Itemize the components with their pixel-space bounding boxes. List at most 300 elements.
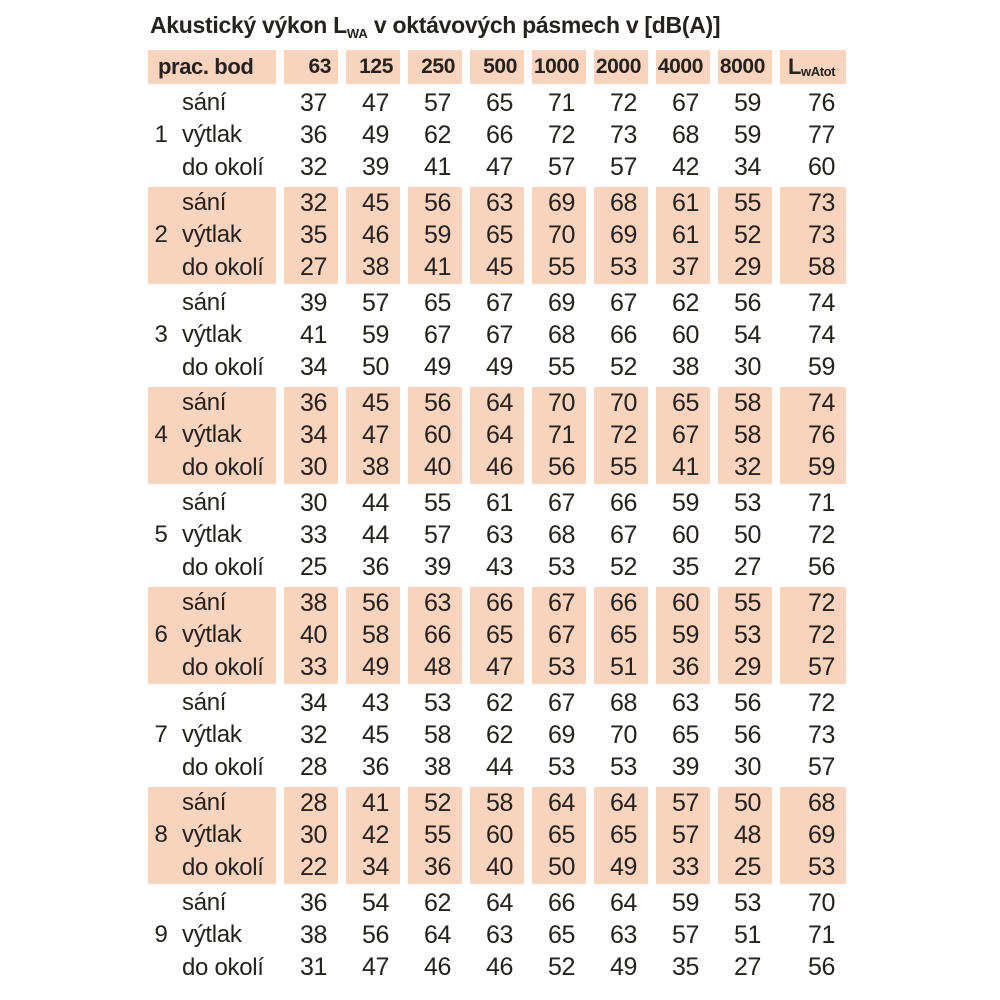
value-cell-8-8000hz: 48	[718, 819, 772, 851]
value-cell-9-250hz: 46	[423, 953, 451, 982]
value-cell-1-500hz: 66	[485, 120, 513, 149]
row-label: výtlak	[182, 221, 242, 249]
value-cell-4-63hz: 36	[284, 387, 338, 419]
value-cell-3-63hz: 41	[299, 320, 327, 349]
row-label: do okolí	[182, 853, 264, 881]
value-cell-1-63hz: 32	[299, 153, 327, 182]
value-cell-8-4000hz: 57	[656, 787, 710, 819]
value-cell-7-500hz: 44	[485, 753, 513, 782]
value-cell-6-2000hz: 66	[594, 587, 648, 619]
value-cell-9-500hz: 64	[485, 888, 513, 917]
value-cell-5-4000hz: 60	[671, 520, 699, 549]
value-cell-9-250hz: 64	[423, 920, 451, 949]
value-cell-8-lwatot: 53	[780, 852, 846, 884]
group-number: 9	[154, 921, 168, 949]
row-label: výtlak	[182, 121, 242, 149]
value-cell-1-125hz: 49	[361, 120, 389, 149]
table-group-4	[148, 387, 846, 484]
value-cell-8-500hz: 60	[470, 819, 524, 851]
value-cell-1-125hz: 39	[361, 153, 389, 182]
value-cell-5-1000hz: 67	[547, 488, 575, 517]
value-cell-4-4000hz: 67	[656, 419, 710, 451]
table-row-label	[148, 452, 276, 484]
value-cell-8-1000hz: 65	[532, 819, 586, 851]
group-number: 1	[154, 121, 168, 149]
value-cell-4-8000hz: 58	[718, 387, 772, 419]
value-cell-4-125hz: 47	[346, 419, 400, 451]
value-cell-2-63hz: 27	[284, 252, 338, 284]
value-cell-2-8000hz: 29	[718, 252, 772, 284]
value-cell-4-4000hz: 41	[656, 452, 710, 484]
value-cell-9-8000hz: 27	[733, 953, 761, 982]
value-cell-5-63hz: 25	[299, 553, 327, 582]
value-cell-7-1000hz: 69	[547, 720, 575, 749]
value-cell-1-lwatot: 76	[807, 88, 835, 117]
value-cell-2-250hz: 41	[408, 252, 462, 284]
value-cell-3-500hz: 49	[485, 353, 513, 382]
title-suffix: v oktávových pásmech v [dB(A)]	[367, 12, 721, 38]
value-cell-6-1000hz: 67	[532, 587, 586, 619]
value-cell-5-8000hz: 53	[733, 488, 761, 517]
value-cell-2-250hz: 56	[408, 187, 462, 219]
value-cell-1-8000hz: 59	[733, 88, 761, 117]
table-row-label	[148, 119, 276, 151]
value-cell-7-250hz: 38	[423, 753, 451, 782]
row-label: výtlak	[182, 921, 242, 949]
value-cell-8-8000hz: 50	[718, 787, 772, 819]
value-cell-1-4000hz: 67	[671, 88, 699, 117]
value-cell-4-8000hz: 58	[718, 419, 772, 451]
value-cell-5-250hz: 57	[423, 520, 451, 549]
value-cell-8-lwatot: 68	[780, 787, 846, 819]
value-cell-9-2000hz: 49	[609, 953, 637, 982]
value-cell-1-2000hz: 57	[609, 153, 637, 182]
table-row-label	[148, 87, 276, 119]
value-cell-7-2000hz: 68	[609, 688, 637, 717]
value-cell-1-250hz: 62	[423, 120, 451, 149]
value-cell-6-4000hz: 59	[656, 619, 710, 651]
group-number: 8	[154, 821, 168, 849]
value-cell-7-250hz: 53	[423, 688, 451, 717]
value-cell-1-500hz: 65	[485, 88, 513, 117]
group-label-cell-2	[148, 187, 276, 284]
value-cell-7-1000hz: 67	[547, 688, 575, 717]
value-cell-4-250hz: 40	[408, 452, 462, 484]
table-row-label	[148, 752, 276, 784]
value-cell-5-500hz: 43	[485, 553, 513, 582]
value-cell-1-500hz: 47	[485, 153, 513, 182]
table-group-2	[148, 187, 846, 284]
group-number: 7	[154, 721, 168, 749]
value-cell-8-250hz: 55	[408, 819, 462, 851]
value-cell-8-500hz: 58	[470, 787, 524, 819]
group-number: 4	[154, 421, 168, 449]
value-cell-8-8000hz: 25	[718, 852, 772, 884]
value-cell-3-8000hz: 56	[733, 288, 761, 317]
value-cell-4-1000hz: 71	[532, 419, 586, 451]
group-label-cell-6	[148, 587, 276, 684]
value-cell-4-1000hz: 70	[532, 387, 586, 419]
value-cell-3-8000hz: 54	[733, 320, 761, 349]
value-cell-7-4000hz: 39	[671, 753, 699, 782]
value-cell-1-8000hz: 34	[733, 153, 761, 182]
value-cell-6-4000hz: 60	[656, 587, 710, 619]
value-cell-1-250hz: 57	[423, 88, 451, 117]
group-number: 3	[154, 321, 168, 349]
value-cell-6-8000hz: 53	[718, 619, 772, 651]
table-row-label	[148, 652, 276, 684]
row-label: do okolí	[182, 553, 264, 581]
table-row-label	[148, 187, 276, 219]
value-cell-3-1000hz: 55	[547, 353, 575, 382]
value-cell-2-250hz: 59	[408, 219, 462, 251]
table-group-3	[148, 287, 846, 384]
value-cell-2-8000hz: 52	[718, 219, 772, 251]
value-cell-7-125hz: 43	[361, 688, 389, 717]
value-cell-9-125hz: 56	[361, 920, 389, 949]
table-group-7	[148, 687, 846, 784]
value-cell-2-63hz: 32	[284, 187, 338, 219]
value-cell-4-500hz: 46	[470, 452, 524, 484]
table-row-label	[148, 487, 276, 519]
value-cell-6-lwatot: 57	[780, 652, 846, 684]
value-cell-8-500hz: 40	[470, 852, 524, 884]
title-subscript: WA	[346, 26, 368, 41]
table-group-6	[148, 587, 846, 684]
value-cell-2-2000hz: 53	[594, 252, 648, 284]
table-row-label	[148, 852, 276, 884]
header-63hz: 63	[284, 50, 338, 84]
value-cell-6-250hz: 48	[408, 652, 462, 684]
table-row-label	[148, 552, 276, 584]
value-cell-6-1000hz: 67	[532, 619, 586, 651]
group-number: 6	[154, 621, 168, 649]
value-cell-3-500hz: 67	[485, 288, 513, 317]
value-cell-6-lwatot: 72	[780, 619, 846, 651]
value-cell-3-8000hz: 30	[733, 353, 761, 382]
table-row-label	[148, 819, 276, 851]
value-cell-5-1000hz: 68	[547, 520, 575, 549]
value-cell-2-125hz: 46	[346, 219, 400, 251]
value-cell-8-63hz: 30	[284, 819, 338, 851]
value-cell-4-8000hz: 32	[718, 452, 772, 484]
page-title	[150, 12, 720, 39]
value-cell-9-2000hz: 64	[609, 888, 637, 917]
value-cell-6-250hz: 63	[408, 587, 462, 619]
value-cell-8-63hz: 28	[284, 787, 338, 819]
value-cell-4-250hz: 56	[408, 387, 462, 419]
value-cell-8-2000hz: 64	[594, 787, 648, 819]
value-cell-9-63hz: 36	[299, 888, 327, 917]
value-cell-3-500hz: 67	[485, 320, 513, 349]
value-cell-6-2000hz: 51	[594, 652, 648, 684]
value-cell-5-8000hz: 27	[733, 553, 761, 582]
value-cell-9-63hz: 31	[299, 953, 327, 982]
value-cell-3-250hz: 49	[423, 353, 451, 382]
value-cell-3-125hz: 57	[361, 288, 389, 317]
value-cell-9-4000hz: 59	[671, 888, 699, 917]
value-cell-3-63hz: 34	[299, 353, 327, 382]
value-cell-7-2000hz: 53	[609, 753, 637, 782]
table-group-9	[148, 887, 846, 984]
value-cell-5-63hz: 30	[299, 488, 327, 517]
table-row-label	[148, 587, 276, 619]
value-cell-6-500hz: 65	[470, 619, 524, 651]
value-cell-2-125hz: 45	[346, 187, 400, 219]
group-label-cell-9	[148, 887, 276, 984]
value-cell-9-lwatot: 71	[807, 920, 835, 949]
value-cell-8-250hz: 52	[408, 787, 462, 819]
row-label: výtlak	[182, 321, 242, 349]
value-cell-6-63hz: 33	[284, 652, 338, 684]
value-cell-9-63hz: 38	[299, 920, 327, 949]
value-cell-9-1000hz: 52	[547, 953, 575, 982]
value-cell-4-lwatot: 76	[780, 419, 846, 451]
value-cell-2-4000hz: 61	[656, 219, 710, 251]
table-row-label	[148, 719, 276, 751]
value-cell-6-8000hz: 55	[718, 587, 772, 619]
row-label: výtlak	[182, 421, 242, 449]
value-cell-9-4000hz: 35	[671, 953, 699, 982]
value-cell-5-250hz: 55	[423, 488, 451, 517]
value-cell-9-lwatot: 70	[807, 888, 835, 917]
row-label: do okolí	[182, 353, 264, 381]
value-cell-6-125hz: 58	[346, 619, 400, 651]
value-cell-1-lwatot: 77	[807, 120, 835, 149]
row-label: sání	[182, 789, 227, 817]
group-number: 2	[154, 221, 168, 249]
value-cell-8-125hz: 42	[346, 819, 400, 851]
group-label-cell-3	[148, 287, 276, 384]
table-row-label	[148, 252, 276, 284]
value-cell-1-250hz: 41	[423, 153, 451, 182]
value-cell-2-500hz: 65	[470, 219, 524, 251]
value-cell-7-63hz: 32	[299, 720, 327, 749]
value-cell-5-63hz: 33	[299, 520, 327, 549]
value-cell-9-125hz: 47	[361, 953, 389, 982]
value-cell-7-500hz: 62	[485, 720, 513, 749]
value-cell-3-4000hz: 60	[671, 320, 699, 349]
value-cell-7-2000hz: 70	[609, 720, 637, 749]
value-cell-4-125hz: 45	[346, 387, 400, 419]
table-row-label	[148, 619, 276, 651]
row-label: sání	[182, 189, 227, 217]
value-cell-1-4000hz: 42	[671, 153, 699, 182]
value-cell-5-4000hz: 35	[671, 553, 699, 582]
value-cell-6-lwatot: 72	[780, 587, 846, 619]
group-label-cell-4	[148, 387, 276, 484]
value-cell-9-2000hz: 63	[609, 920, 637, 949]
value-cell-7-250hz: 58	[423, 720, 451, 749]
value-cell-6-500hz: 47	[470, 652, 524, 684]
row-label: do okolí	[182, 253, 264, 281]
value-cell-5-500hz: 63	[485, 520, 513, 549]
value-cell-2-lwatot: 73	[780, 187, 846, 219]
value-cell-3-lwatot: 59	[807, 353, 835, 382]
value-cell-2-8000hz: 55	[718, 187, 772, 219]
value-cell-7-125hz: 36	[361, 753, 389, 782]
value-cell-3-2000hz: 67	[609, 288, 637, 317]
value-cell-1-1000hz: 72	[547, 120, 575, 149]
group-label-cell-1	[148, 87, 276, 184]
header-250hz: 250	[408, 50, 462, 84]
value-cell-4-500hz: 64	[470, 387, 524, 419]
header-500hz: 500	[470, 50, 524, 84]
header-prac-bod: prac. bod	[148, 50, 276, 84]
value-cell-9-1000hz: 66	[547, 888, 575, 917]
value-cell-8-1000hz: 50	[532, 852, 586, 884]
table-row-label	[148, 152, 276, 184]
value-cell-2-1000hz: 69	[532, 187, 586, 219]
table-group-1	[148, 87, 846, 184]
value-cell-5-2000hz: 67	[609, 520, 637, 549]
header-4000hz: 4000	[656, 50, 710, 84]
value-cell-5-lwatot: 71	[807, 488, 835, 517]
value-cell-5-500hz: 61	[485, 488, 513, 517]
value-cell-4-4000hz: 65	[656, 387, 710, 419]
value-cell-9-4000hz: 57	[671, 920, 699, 949]
value-cell-6-125hz: 56	[346, 587, 400, 619]
value-cell-8-125hz: 34	[346, 852, 400, 884]
header-125hz: 125	[346, 50, 400, 84]
value-cell-4-63hz: 34	[284, 419, 338, 451]
table-row-label	[148, 952, 276, 984]
value-cell-7-500hz: 62	[485, 688, 513, 717]
row-label: sání	[182, 289, 227, 317]
value-cell-1-2000hz: 72	[609, 88, 637, 117]
value-cell-1-125hz: 47	[361, 88, 389, 117]
value-cell-7-4000hz: 65	[671, 720, 699, 749]
value-cell-6-8000hz: 29	[718, 652, 772, 684]
value-cell-9-lwatot: 56	[807, 953, 835, 982]
value-cell-6-1000hz: 53	[532, 652, 586, 684]
value-cell-8-250hz: 36	[408, 852, 462, 884]
value-cell-8-2000hz: 49	[594, 852, 648, 884]
value-cell-2-1000hz: 70	[532, 219, 586, 251]
group-label-cell-5	[148, 487, 276, 584]
value-cell-5-125hz: 44	[361, 488, 389, 517]
value-cell-1-1000hz: 57	[547, 153, 575, 182]
value-cell-6-500hz: 66	[470, 587, 524, 619]
value-cell-5-lwatot: 72	[807, 520, 835, 549]
value-cell-4-1000hz: 56	[532, 452, 586, 484]
value-cell-4-63hz: 30	[284, 452, 338, 484]
value-cell-8-4000hz: 33	[656, 852, 710, 884]
value-cell-1-1000hz: 71	[547, 88, 575, 117]
value-cell-5-125hz: 44	[361, 520, 389, 549]
value-cell-3-2000hz: 66	[609, 320, 637, 349]
value-cell-8-63hz: 22	[284, 852, 338, 884]
value-cell-7-lwatot: 57	[807, 753, 835, 782]
title-text: Akustický výkon L	[150, 12, 347, 38]
value-cell-6-63hz: 40	[284, 619, 338, 651]
value-cell-1-63hz: 37	[299, 88, 327, 117]
value-cell-5-1000hz: 53	[547, 553, 575, 582]
value-cell-3-1000hz: 68	[547, 320, 575, 349]
value-cell-3-1000hz: 69	[547, 288, 575, 317]
value-cell-6-4000hz: 36	[656, 652, 710, 684]
value-cell-5-8000hz: 50	[733, 520, 761, 549]
value-cell-9-125hz: 54	[361, 888, 389, 917]
row-label: sání	[182, 689, 227, 717]
value-cell-8-2000hz: 65	[594, 819, 648, 851]
row-label: do okolí	[182, 753, 264, 781]
value-cell-1-2000hz: 73	[609, 120, 637, 149]
value-cell-2-125hz: 38	[346, 252, 400, 284]
value-cell-9-8000hz: 51	[733, 920, 761, 949]
value-cell-4-2000hz: 70	[594, 387, 648, 419]
value-cell-4-250hz: 60	[408, 419, 462, 451]
value-cell-2-4000hz: 37	[656, 252, 710, 284]
row-label: do okolí	[182, 453, 264, 481]
value-cell-1-8000hz: 59	[733, 120, 761, 149]
value-cell-8-4000hz: 57	[656, 819, 710, 851]
value-cell-7-8000hz: 56	[733, 688, 761, 717]
value-cell-2-500hz: 63	[470, 187, 524, 219]
row-label: sání	[182, 589, 227, 617]
row-label: do okolí	[182, 953, 264, 981]
value-cell-6-250hz: 66	[408, 619, 462, 651]
value-cell-7-4000hz: 63	[671, 688, 699, 717]
value-cell-3-125hz: 59	[361, 320, 389, 349]
header-2000hz: 2000	[594, 50, 648, 84]
value-cell-9-8000hz: 53	[733, 888, 761, 917]
header-1000hz: 1000	[532, 50, 586, 84]
value-cell-1-lwatot: 60	[807, 153, 835, 182]
value-cell-7-63hz: 28	[299, 753, 327, 782]
table-group-5	[148, 487, 846, 584]
value-cell-3-lwatot: 74	[807, 288, 835, 317]
row-label: sání	[182, 89, 227, 117]
row-label: výtlak	[182, 521, 242, 549]
value-cell-7-lwatot: 72	[807, 688, 835, 717]
value-cell-2-500hz: 45	[470, 252, 524, 284]
header-lwatot	[780, 50, 846, 84]
value-cell-3-250hz: 65	[423, 288, 451, 317]
value-cell-4-2000hz: 72	[594, 419, 648, 451]
row-label: do okolí	[182, 153, 264, 181]
group-label-cell-7	[148, 687, 276, 784]
value-cell-2-63hz: 35	[284, 219, 338, 251]
value-cell-3-125hz: 50	[361, 353, 389, 382]
value-cell-3-63hz: 39	[299, 288, 327, 317]
value-cell-8-125hz: 41	[346, 787, 400, 819]
group-label-cell-8	[148, 787, 276, 884]
value-cell-9-250hz: 62	[423, 888, 451, 917]
table-row-label	[148, 419, 276, 451]
table-header-row	[148, 50, 846, 84]
value-cell-3-4000hz: 62	[671, 288, 699, 317]
table-group-8	[148, 787, 846, 884]
table-row-label	[148, 319, 276, 351]
value-cell-6-125hz: 49	[346, 652, 400, 684]
value-cell-6-63hz: 38	[284, 587, 338, 619]
value-cell-4-lwatot: 74	[780, 387, 846, 419]
table-row-label	[148, 287, 276, 319]
value-cell-5-4000hz: 59	[671, 488, 699, 517]
value-cell-4-125hz: 38	[346, 452, 400, 484]
value-cell-5-250hz: 39	[423, 553, 451, 582]
group-number: 5	[154, 521, 168, 549]
value-cell-9-500hz: 46	[485, 953, 513, 982]
lwatot-subscript: wAtot	[801, 63, 836, 79]
table-row-label	[148, 519, 276, 551]
value-cell-6-2000hz: 65	[594, 619, 648, 651]
value-cell-5-lwatot: 56	[807, 553, 835, 582]
row-label: výtlak	[182, 821, 242, 849]
value-cell-9-1000hz: 65	[547, 920, 575, 949]
lwatot-main: L	[788, 54, 802, 79]
